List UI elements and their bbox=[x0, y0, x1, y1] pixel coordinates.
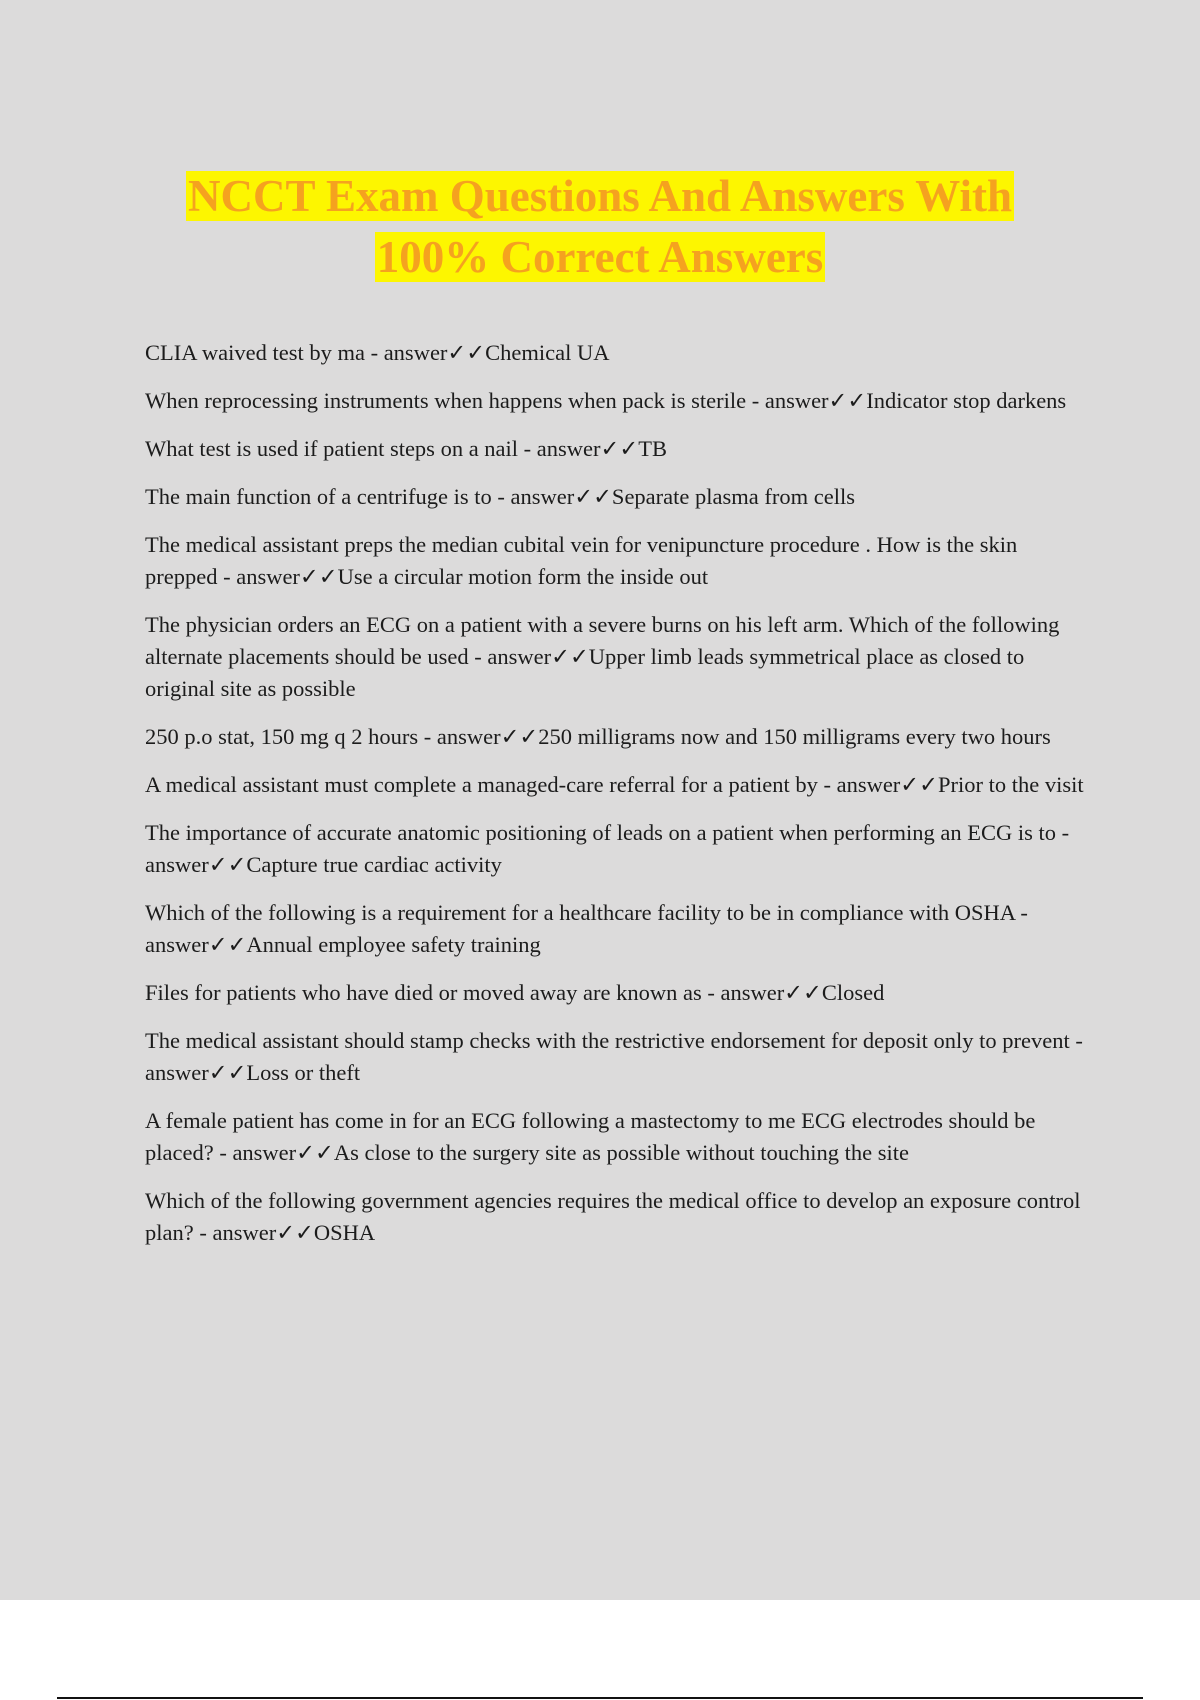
title-line-1: NCCT Exam Questions And Answers With bbox=[188, 171, 1012, 221]
qa-item: The medical assistant should stamp checks with the restrictive endorsement for deposit only to prevent - answer✓✓Loss or theft bbox=[145, 1028, 1083, 1085]
qa-list bbox=[145, 337, 1085, 1265]
qa-item: The physician orders an ECG on a patient with a severe burns on his left arm. Which of the following alternate placements should be used - answer✓✓Upper limb leads symmetrical place as closed to original site as possible bbox=[145, 612, 1060, 701]
qa-item: Which of the following government agencies requires the medical office to develop an exposure control plan? - answer✓✓OSHA bbox=[145, 1188, 1081, 1245]
qa-item: When reprocessing instruments when happens when pack is sterile - answer✓✓Indicator stop darkens bbox=[145, 388, 1067, 413]
title-line-2: 100% Correct Answers bbox=[376, 232, 824, 282]
qa-item: 250 p.o stat, 150 mg q 2 hours - answer✓✓250 milligrams now and 150 milligrams every two hours bbox=[145, 724, 1051, 749]
qa-item: The medical assistant preps the median cubital vein for venipuncture procedure . How is the skin prepped - answer✓✓Use a circular motion form the inside out bbox=[145, 532, 1018, 589]
qa-item: The importance of accurate anatomic positioning of leads on a patient when performing an ECG is to - answer✓✓Capture true cardiac activity bbox=[145, 820, 1070, 877]
qa-item: A female patient has come in for an ECG following a mastectomy to me ECG electrodes should be placed? - answer✓✓As close to the surgery site as possible without touching the site bbox=[145, 1108, 1036, 1165]
footer-divider bbox=[57, 1697, 1143, 1699]
qa-item: CLIA waived test by ma - answer✓✓Chemical UA bbox=[145, 340, 610, 365]
qa-item: The main function of a centrifuge is to - answer✓✓Separate plasma from cells bbox=[145, 484, 855, 509]
qa-item: Which of the following is a requirement for a healthcare facility to be in compliance with OSHA - answer✓✓Annual employee safety training bbox=[145, 900, 1028, 957]
qa-item: Files for patients who have died or moved away are known as - answer✓✓Closed bbox=[145, 980, 885, 1005]
qa-item: What test is used if patient steps on a nail - answer✓✓TB bbox=[145, 436, 667, 461]
qa-item: A medical assistant must complete a managed-care referral for a patient by - answer✓✓Prior to the visit bbox=[145, 772, 1084, 797]
document-title bbox=[0, 166, 1200, 288]
